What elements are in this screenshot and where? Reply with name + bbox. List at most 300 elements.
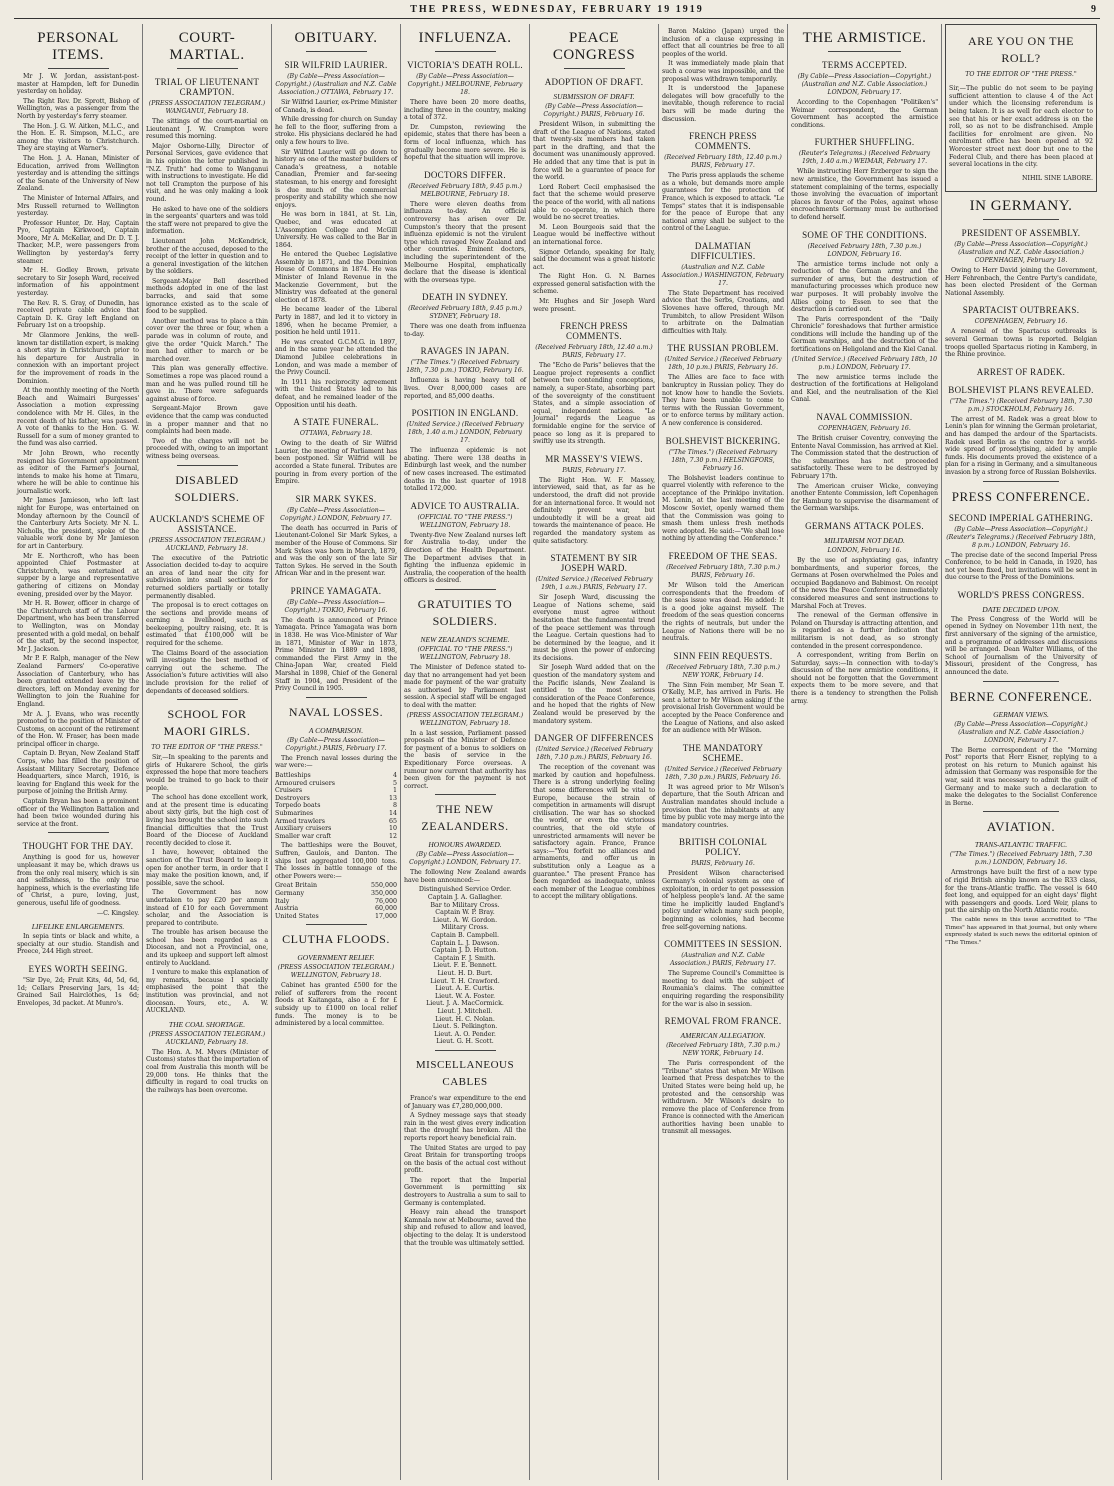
- ad-munros-text: "Sir Dye, 2d; Fruit Kits, 4d, 5d, 6d, 1d; Cellars Preserving Jars, 1s 4d; Grained Sail Hairclothes, 1s 6d; Envelopes, 3d packet. At Munro's.: [17, 976, 139, 1007]
- table-row: [275, 772, 397, 780]
- subheading-terms-accepted: TERMS ACCEPTED.: [821, 60, 907, 70]
- byline: (Received February 18th, 12.40 p.m.) PARIS, February 17.: [664, 154, 782, 170]
- conditions-text: The armistice terms include not only a reduction of the German army and the surrender of arms, but the destruction of manufacturing processes which produce new war purposes. It will probably involve the Allies going to Essen to see that the destruction is carried out.: [791, 260, 938, 314]
- byline: (Reuter's Telegrams.) (Received February 19th, 1.40 a.m.) WEIMAR, February 17.: [798, 150, 931, 166]
- subheading-american-allegation: AMERICAN ALLEGATION.: [680, 1031, 766, 1041]
- heading-personal-items: PERSONAL ITEMS.: [37, 30, 119, 63]
- paragraph: This plan was generally effective. Sometimes a rope was placed round a man and he was pulled round till he gave in. There were safeguards against abuse of force.: [146, 365, 268, 403]
- footnote: The cable news in this issue accredited to "The Times" has appeared in that journal, but only where expressly stated is such news the editorial opinion of "The Times.": [945, 916, 1097, 946]
- paragraph: Sir Wilfrid Laurier, ex-Prime Minister of Canada, is dead.: [275, 99, 397, 114]
- divider: [177, 699, 238, 700]
- paragraph: He entered the Quebec Legislative Assembly in 1871, and the Dominion House of Commons in 1874. He was Minister of Inland Revenue in the Mackenzie Government, but the Ministry was defeated at the general election of 1878.: [275, 251, 397, 304]
- bolshevist-plans-text: The arrest of M. Radek was a great blow to Lenin's plan for winning the German proletariat, and has damped the ardour of the Spartacists. Radek used Berlin as the centre for a world-wide spread of proselytising, aided by ample funds. His documents proved the existence of a plan for a rising in Germany, and a simultaneous invasion by a strong force of Russian Bolsheviks.: [945, 415, 1097, 476]
- byline: (Received February 18th, 12.40 a.m.) PARIS, February 17.: [535, 344, 653, 360]
- paragraph: Mr John Brown, who recently resigned his Government appointment as editor of the Farmer's Journal, intends to make his home at Timaru, where he will be able to continue his journalistic work.: [17, 449, 139, 495]
- byline: (By Cable—Press Association—Copyright.) PARIS, February 17.: [285, 736, 387, 752]
- paragraph: The Government has now undertaken to pay £20 per annum instead of £10 for each Government scholar, and the Association is prepared to contribute.: [146, 889, 268, 927]
- column-germany: [942, 24, 1100, 1480]
- heading-germans-attack-poles: GERMANS ATTACK POLES.: [805, 520, 924, 531]
- byline: ("The Times.") (Received February 18th, 7.30 p.m.) HELSINGFORS, February 16.: [668, 448, 778, 472]
- honour-entry: Lieut. A. O. Pender.: [434, 1030, 496, 1038]
- heading-disabled-soldiers: DISABLED SOLDIERS.: [174, 472, 240, 504]
- clutha-text: Cabinet has granted £500 for the relief of sufferers from the recent floods at Kaitangata, also a £ for £ subsidy up to £1000 on local relief funds. The money is to be administered by a local committee.: [275, 982, 397, 1028]
- honour-entry: Lieut. S. Pelkington.: [432, 1023, 498, 1031]
- paragraph: Signor Orlando, speaking for Italy, said the document was a great historic act.: [533, 248, 655, 271]
- heading-dalmatian: DALMATIAN DIFFICULTIES.: [690, 240, 756, 261]
- masthead: [14, 4, 1100, 19]
- subheading-auckland-scheme: AUCKLAND'S SCHEME OF ASSISTANCE.: [149, 513, 265, 534]
- row-label: United States: [275, 912, 319, 920]
- column-influenza: [401, 24, 530, 1480]
- honour-entry: Lieut. W. A. Foster.: [434, 992, 496, 1000]
- byline: (OFFICIAL TO "THE PRESS.") WELLINGTON, February 18.: [417, 513, 513, 529]
- heading-are-you-on-the-roll: ARE YOU ON THE ROLL?: [968, 34, 1074, 65]
- heading-french-press-2: FRENCH PRESS COMMENTS.: [689, 131, 757, 152]
- divider: [983, 219, 1059, 220]
- paragraph: Mr J. W. Jordan, assistant-post-master at Hampden, left for Dunedin yesterday on holiday.: [17, 73, 139, 96]
- french-text: The "Echo de Paris" believes that the League project represents a conflict between two contending conceptions, namely, a super-State, absorbing part of the sovereignty of the constituent States, and a simple association of equal, independent nations. "Le Journal" regards the League as formidable engine for the service of peace so long as it is prepared to swiftly use its strength.: [533, 362, 655, 446]
- column-court-martial: [143, 24, 272, 1480]
- paragraph: The Rev. R. S. Gray, of Dunedin, has received private cable advice that Captain D. K. Gray left England on February 1st on a troopship.: [17, 299, 139, 330]
- heading-school-maori-girls: SCHOOL FOR MAORI GIRLS.: [163, 707, 251, 739]
- heading-new-zealanders: THE NEW ZEALANDERS.: [421, 802, 509, 834]
- row-label: Armoured cruisers: [275, 779, 335, 787]
- naval-intro: The French naval losses during the war were:—: [275, 754, 397, 770]
- row-value: 10: [388, 825, 397, 833]
- subheading-date-decided: DATE DECIDED UPON.: [982, 604, 1060, 614]
- row-label: Austria: [275, 905, 299, 913]
- paragraph: The Minister of Internal Affairs, and Mrs Russell returned to Wellington yesterday.: [17, 194, 139, 218]
- row-value: 65: [388, 817, 397, 825]
- roll-signature: NIHIL SINE LABORE.: [1021, 175, 1093, 183]
- divider: [435, 51, 496, 52]
- byline: (By Cable—Press Association—Copyright.) TOKIO, February 16.: [284, 598, 388, 614]
- byline: (By Cable—Press Association—Copyright.) (Australian and N.Z. Cable Association.) COPENHAGEN, February 18.: [954, 241, 1088, 265]
- paragraph: A Sydney message says that steady rain in the west gives every indication that the drought has broken. All the reports report heavy beneficial rain.: [404, 1112, 526, 1142]
- byline: (OFFICIAL TO "THE PRESS.") WELLINGTON, February 18.: [417, 645, 513, 661]
- column-peace-continued: [659, 24, 788, 1480]
- column-armistice: [788, 24, 942, 1480]
- berne-text: The Berne correspondent of the "Morning Post" reports that Herr Eisner, replying to a protest on his return to Munich against his admission that Germany was responsible for the war, said it was necessary to admit the guilt of Germany and to make such a declaration to make the delegates to the Socialist Conference in Berne.: [945, 746, 1097, 807]
- naval-mid: The battleships were the Bouvet, Suffren, Gaulois, and Danton. The ships lost aggregated 100,000 tons. The losses in battle tonnage of the other Powers were:—: [275, 842, 397, 880]
- paragraph: Sergeant-Major Bell described methods adopted in one of the last barracks, and said that some ignorance existed as to the scale of food to be supplied.: [146, 277, 268, 316]
- row-label: Battleships: [275, 772, 311, 779]
- honour-entry: Lieut. A. W. Gordon.: [432, 916, 498, 924]
- byline: (PRESS ASSOCIATION TELEGRAM.) WELLINGTON, February 18.: [406, 711, 524, 727]
- heading-russian-problem: THE RUSSIAN PROBLEM.: [667, 343, 779, 354]
- honour-entry: Lieut. T. H. Crawford.: [430, 977, 500, 985]
- thought-text: Anything is good for us, however unpleasant it may be, which draws us from the only real misery, which is sin and selfishness, to the only true happiness, which is the everlasting life of Christ, a pure, loving, just, generous, useful life of goodness.: [17, 854, 139, 907]
- heading-gratuities: GRATUITIES TO SOLDIERS.: [417, 596, 513, 628]
- paragraph: Two of the charges will not be proceeded with, owing to an important witness being overseas.: [146, 437, 268, 460]
- sinn-text: The Sinn Fein member, Mr Sean T. O'Kelly, M.P., has arrived in Paris. He sent a letter to Mr Wilson asking if the provisional Irish Government would be accepted by the Peace Conference and the League of Nations, and also asked for an audience with Mr Wilson.: [662, 681, 784, 735]
- byline: (Received February 18th, 9.45 p.m.) SYDNEY, February 18.: [408, 305, 522, 321]
- table-row: [275, 913, 397, 921]
- divider: [306, 924, 367, 925]
- honour-entry: Lieut. J. Mitchell.: [437, 1007, 493, 1015]
- russian-text: The Allies are face to face with bankruptcy in Russian policy. They do not know how to handle the Soviets. They have been unable to come to terms with the Russian Government, or to enforce terms by military action. A new conference is considered.: [662, 374, 784, 427]
- subheading-submission: SUBMISSION OF DRAFT.: [553, 92, 635, 101]
- naval-losses-table: [275, 772, 397, 840]
- paragraph: It was immediately made plain that such a course was impossible, and the proposal was withdrawn temporarily.: [662, 60, 784, 83]
- to-the-editor: TO THE EDITOR OF "THE PRESS.": [151, 744, 263, 752]
- paragraph: Mr P. F. Ralph, manager of the New Zealand Farmers' Co-operative Association of Canterbury, who has been granted extended leave by the directors, left on Monday evening for Wellington to join the Ruahine for England.: [17, 655, 139, 708]
- row-value: 350,000: [370, 889, 397, 897]
- heading-thought-for-the-day: THOUGHT FOR THE DAY.: [22, 841, 134, 852]
- byline: ("The Times.") (Received February 18th, 7.30 p.m.) LONDON, February 16.: [949, 851, 1093, 867]
- paragraph: The sittings of the court-martial on Lieutenant J. W. Crampton were resumed this morning.: [146, 118, 268, 141]
- personal-items-body: [17, 73, 139, 828]
- paragraph: The school has done excellent work, and at the present time is educating about sixty girls, but the high cost of living has brought the school into such financial difficulties that the Trust Board of the Diocese of Auckland recently decided to close it.: [146, 794, 268, 847]
- conditions-text-3: The new armistice terms include the destruction of the fortifications at Heligoland and Kiel, and the neutralisation of the Kiel Canal.: [791, 373, 938, 404]
- byline: (United Service.) (Received February 18th, 7.30 p.m.) PARIS, February 16.: [664, 765, 782, 781]
- honour-entry: Lieut. F. E. Bennett.: [433, 962, 497, 970]
- table-row: [275, 833, 397, 841]
- honour-entry: Captain J. D. Hutton.: [431, 947, 499, 955]
- paragraph: President Wilson, in submitting the draft of the League of Nations, stated that twenty-six members had taken part in the drafting, and that the document was unanimously approved. He added that any time that is put in force will be a guarantee of peace for the world.: [533, 121, 655, 182]
- dalmatian-text: The State Department has received advice that the Serbs, Croatians, and Slovenes have offered, through Mr. Trumbitch, to allow President Wilson to arbitrate on the Dalmatian difficulties with Italy.: [662, 289, 784, 335]
- paragraph: At the monthly meeting of the North Beach and Waimairi Burgesses' Association a motion expressing condolence with Mr H. Giles, in the recent death of his father, was passed. A vote of thanks to the Hon. G. W. Russell for a sum of money granted to the fund was also carried.: [17, 387, 139, 448]
- byline: COPENHAGEN, February 16.: [818, 425, 911, 433]
- obituary-body: [275, 99, 397, 409]
- byline: PARIS, February 16.: [691, 860, 755, 868]
- subheading-german-views: GERMAN VIEWS.: [993, 709, 1049, 719]
- divider: [48, 832, 109, 833]
- byline: (By Cable—Press Association—Copyright.) PARIS, February 16.: [543, 103, 645, 118]
- byline: (By Cable—Press Association—Copyright.) MELBOURNE, February 18.: [407, 73, 523, 96]
- heading-doctors-differ: DOCTORS DIFFER.: [424, 169, 506, 180]
- byline: ("The Times.") (Received February 18th, 7.30 p.m.) TOKIO, February 16.: [406, 359, 524, 375]
- paragraph: I venture to make this explanation of my remarks, because I specially emphasised the point that the institution was provincial, and not diocesan. Yours, etc., A. W. AUCKLAND.: [146, 969, 268, 1015]
- column-peace-congress: [530, 24, 659, 1480]
- heading-mandatory-scheme: THE MANDATORY SCHEME.: [682, 742, 764, 763]
- page-number: 9: [1091, 4, 1096, 15]
- byline: (PRESS ASSOCIATION TELEGRAM.) AUCKLAND, February 18.: [148, 1030, 266, 1046]
- to-the-editor: TO THE EDITOR OF "THE PRESS.": [965, 71, 1077, 78]
- table-row: [275, 825, 397, 833]
- paragraph: Mr Glanmore Jenkins, the well-known tar distillation expert, is making a short stay in Christchurch prior to his departure for Australia in connexion with an important project for the improvement of roads in the Dominion.: [17, 332, 139, 385]
- divider: [828, 51, 902, 52]
- heading-committees: COMMITTEES IN SESSION.: [664, 939, 782, 950]
- heading-clutha-floods: CLUTHA FLOODS.: [282, 932, 390, 947]
- heading-obituary: OBITUARY.: [294, 30, 378, 46]
- poles-text: By the use of asphyxiating gas, infantry bombardments, and superior forces, the Germans at Posen overwhelmed the Poles and occupied Bagdanovo and Babimost. On receipt of the news the Peace Conference immediately considered measures and sent instructions to Marshal Foch at Treves.: [791, 556, 938, 610]
- mandatory-text: It was agreed prior to Mr Wilson's departure, that the South African and Australian mandates should include a provision that the inhabitants at any time by public vote may merge into the mandatory countries.: [662, 783, 784, 829]
- paragraph: Sir,—In speaking to the parents and girls of Hukarere School, the girls expressed the hope that more teachers would be trained to go back to their people.: [146, 754, 268, 792]
- column-obituary: [272, 24, 401, 1480]
- armistice-intro: According to the Copenhagen "Politiken's" Weimar correspondent, the German Government has accepted the armistice conditions.: [791, 99, 938, 129]
- spartacist-text: A renewal of the Spartacus outbreaks is several German towns is reported. Belgian troops quelled Spartacus rioting in Kamberg, in the Rhine province.: [945, 328, 1097, 359]
- byline: (PRESS ASSOCIATION TELEGRAM.) AUCKLAND, February 18.: [148, 536, 266, 552]
- divider: [564, 68, 625, 69]
- heading-danger-of-differences: DANGER OF DIFFERENCES: [534, 733, 654, 744]
- paragraph: Professor Hunter, Dr. Hay, Captain Pyo, Captain Kirkwood, Captain Moore, Mr A. McKellar, and Dr. D. T. J. Thacker, M.P., were passengers from Wellington by yesterday's ferry steamer.: [17, 219, 139, 265]
- heading-bolshevist-plans: BOLSHEVIST PLANS REVEALED.: [948, 384, 1094, 395]
- heading-bolshevist-bickering: BOLSHEVIST BICKERING.: [665, 435, 781, 446]
- heading-advice-to-australia: ADVICE TO AUSTRALIA.: [410, 500, 520, 511]
- conference-text: The precise date of the second Imperial Press Conference, to be held in Canada, in 1920, has not yet been fixed, but invitations will be sent in due course to the Press of the Dominions.: [945, 551, 1097, 582]
- table-row: [275, 780, 397, 788]
- school-body: [146, 754, 268, 1015]
- heading-ravages-in-japan: RAVAGES IN JAPAN.: [420, 346, 510, 357]
- peace-continued-body: [662, 28, 784, 123]
- byline: (By Cable—Press Association—Copyright.) (Reuter's Telegrams.) (Received February 18th, 8 p.m.) LONDON, February 16.: [946, 525, 1096, 549]
- row-value: 60,000: [374, 905, 397, 913]
- paragraph: Baron Makino (Japan) urged the inclusion of a clause expressing in effect that all countries be free to all peoples of the world.: [662, 28, 784, 58]
- masthead-title: THE PRESS, WEDNESDAY, FEBRUARY 19 1919: [410, 4, 704, 15]
- row-value: 17,000: [374, 912, 397, 920]
- byline: (Received February 18th, 7.30 p.m.) NEW YORK, February 14.: [666, 663, 780, 679]
- paragraph: The executive of the Patriotic Association decided to-day to acquire an area of land near the city for subdivision into small sections for returned soldiers partially or totally permanently disabled.: [146, 554, 268, 600]
- heading-arrest-of-radek: ARREST OF RADEK.: [976, 366, 1066, 377]
- paragraph: Heavy rain ahead the transport Kamnala now at Melbourne, saved the ship and refused to allow and leaved, objecting to the delay. It is understood that the trouble was ultimately settled.: [404, 1209, 526, 1247]
- peace-body: [533, 121, 655, 313]
- byline: (PRESS ASSOCIATION TELEGRAM.) WANGANUI, February 18.: [148, 100, 266, 115]
- honour-entry: Captain L. J. Dawson.: [430, 939, 500, 947]
- byline: (United Service.) (Received February 18th, 10 p.m.) PARIS, February 16.: [664, 356, 782, 372]
- heading-influenza: INFLUENZA.: [418, 30, 512, 46]
- world-text: The Press Congress of the World will be opened in Sydney on November 11th next, the first anniversary of the signing of the armistice, and a programme of addresses and discussions will be arranged. Dean Walter Williams, of the School of Journalism of the University of Missouri, president of the Congress, has announced the date.: [945, 615, 1097, 677]
- table-row: [275, 898, 397, 906]
- byline: (United Service.) (Received February 18th, 1.40 a.m.) LONDON, February 17.: [406, 421, 524, 445]
- subheading-comparison: A COMPARISON.: [308, 725, 364, 735]
- advice-text: Twenty-five New Zealand nurses left for Australia to-day, under the direction of the Health Department. The Department advises that in fighting the influenza epidemic in Australia, the cooperation of the health officers is desired.: [404, 531, 526, 585]
- honour-entry: Lieut. J. A. MacCormick.: [426, 1000, 504, 1008]
- heading-spartacist-outbreaks: SPARTACIST OUTBREAKS.: [962, 305, 1080, 316]
- row-label: Armed trawlers: [275, 817, 325, 825]
- heading-eyes-worth-seeing: EYES WORTH SEEING.: [28, 963, 128, 974]
- paragraph: The proposal is to erect cottages on the sections and provide means of earning a livelihood, such as beekeeping, poultry raising, etc. It is estimated that £100,000 will be required for the scheme.: [146, 602, 268, 648]
- heading-world-press-congress: WORLD'S PRESS CONGRESS.: [957, 589, 1085, 600]
- state-funeral-text: Owing to the death of Sir Wilfrid Laurier, the meeting of Parliament has been postponed. Sir Wilfrid will be accorded a State funeral. Tributes are pouring in from every portion of the Empire.: [275, 440, 397, 486]
- influenza-body: [404, 99, 526, 162]
- danger-text: The reception of the covenant was marked by caution and hopefulness. There is a strong underlying feeling that some differences will be vital to Europe, because the strain of competition in armaments will disrupt civilisation. The war has so shocked the world, or even the victorious countries, that the old style of unrestricted armaments will never be satisfactory again. France, France says:—"You forfeit no alliances and armaments, and offer us in substitution only a League as a guarantee." The present France has been regarded as inadequate, unless each member of the League combines to accept the military obligations.: [533, 764, 655, 901]
- byline: (PRESS ASSOCIATION TELEGRAM.) WELLINGTON, February 18.: [277, 964, 395, 980]
- row-label: Destroyers: [275, 794, 310, 802]
- heading-french-press: FRENCH PRESS COMMENTS.: [560, 321, 628, 342]
- gratuities-text-2: In a last session, Parliament passed proposals of the Minister of Defence for payment of a bonus to soldiers on the basis of service in the Expeditionary Force overseas. A rumour now current that authority has been given for the payment is not correct.: [404, 729, 526, 790]
- paragraph: Another method was to place a thin cover over the three or four, when a parade was in column of route, and give the order "Quick March." The men had either to march or be marched over.: [146, 317, 268, 363]
- heading-sir-mark-sykes: SIR MARK SYKES.: [295, 493, 377, 504]
- divider: [435, 794, 496, 795]
- byline: ("The Times.") (Received February 18th, 7.30 p.m.) STOCKHOLM, February 16.: [949, 397, 1093, 413]
- french2-text: The Paris press applauds the scheme as a whole, but demands more ample guarantees for the protection of France, which is exposed to attack. "Le Temps" states that it is indispensable for the peace of Europe that any national army shall be subject to the control of the League.: [662, 172, 784, 233]
- paragraph: The Right Hon. G. N. Barnes expressed general satisfaction with the scheme.: [533, 273, 655, 296]
- paragraph: Sergeant-Major Brown gave evidence that the camp was conducted in a proper manner and that no complaints had been made.: [146, 405, 268, 436]
- subheading-militarism: MILITARISM NOT DEAD.: [824, 535, 905, 545]
- honour-entry: Lieut. H. D. Burt.: [437, 970, 493, 977]
- heading-press-conference: PRESS CONFERENCE.: [951, 488, 1091, 504]
- paragraph: France's war expenditure to the end of January was £7,280,000,000.: [404, 1094, 526, 1110]
- doctors-text: There were eleven deaths from influenza to-day. An official controversy has arisen over Dr. Cumpston's theory that the present influenza epidemic is not the virulent type which ravaged New Zealand and other countries. Eminent doctors, including the superintendent of the Melbourne Hospital, emphatically declare that the disease is identical with the overseas type.: [404, 200, 526, 284]
- byline: (Australian and N.Z. Cable Association.) WASHINGTON, February 17.: [662, 263, 784, 287]
- coal-text: The Hon. A. M. Myers (Minister of Customs) states that the importation of coal from Australia this month will be 29,000 tons. He thinks that the difficulty in regard to coal trucks on the railways has been overcome.: [146, 1048, 268, 1094]
- row-value: 12: [388, 832, 397, 840]
- row-label: Auxiliary cruisers: [275, 825, 332, 833]
- paragraph: Captain Bryan has been a prominent officer of the Wellington Battalion and had been twice wounded during his service at the front.: [17, 798, 139, 828]
- japan-text: Influenza is having heavy toll of lives. Over 8,000,000 cases are reported, and 85,000 deaths.: [404, 377, 526, 400]
- paragraph: The Right Rev. Dr. Sprott, Bishop of Wellington, was a passenger from the North by yesterday's ferry steamer.: [17, 97, 139, 120]
- table-row: [275, 787, 397, 795]
- divider: [435, 1050, 496, 1051]
- paragraph: M. Leon Bourgeois said that the League would be ineffective without an international force.: [533, 223, 655, 246]
- paragraph: Mr James Jamieson, who left last night for Europe, was entertained on Monday afternoon by the Council of the Canterbury Arts Society. Mr N. L. Nicholls, the president, spoke of the valuable work done by Mr Jamieson for art in Canterbury.: [17, 497, 139, 551]
- table-row: [275, 882, 397, 890]
- table-row: [275, 795, 397, 803]
- paragraph: Sir Wilfrid Laurier will go down to history as one of the master builders of Canada's greatness, a notable Canadian, Premier and far-seeing statesman, to his energy and foresight is due much of the commercial prosperity and stability which she now enjoys.: [275, 148, 397, 209]
- byline: COPENHAGEN, February 16.: [974, 318, 1068, 326]
- honour-entry: Lieut. G. H. Scott.: [436, 1038, 494, 1046]
- bolshevist-text: The Bolshevist leaders continue to quarrel violently with reference to the acceptance of the Prinkipo invitation. M. Lenin, at the last meeting of the Moscow Soviet, openly warned them that the Commission was going to smash them unless fresh methods were adopted. He said:—"We shall lose nothing by attending the Conference.": [662, 474, 784, 543]
- honour-entry: Captain J. A. Gallagher.: [427, 894, 503, 902]
- row-label: Torpedo boats: [275, 802, 321, 810]
- row-label: Great Britain: [275, 882, 318, 890]
- byline: (By Cable—Press Association—Copyright.) (Australian and N.Z. Cable Association.) LONDON, February 17.: [797, 73, 932, 96]
- honour-entry: Bar to Military Cross.: [430, 901, 500, 909]
- byline: (Received February 18th, 7.30 p.m.) NEW YORK, February 14.: [666, 1042, 780, 1058]
- byline: (By Cable—Press Association—Copyright.) (Australian and N.Z. Cable Association.) LONDON, February 17.: [954, 720, 1088, 744]
- paragraph: Mr. Hughes and Sir Joseph Ward were present.: [533, 298, 655, 313]
- divider: [306, 697, 367, 698]
- heading-sinn-fein: SINN FEIN REQUESTS.: [673, 650, 773, 661]
- subheading-president-assembly: PRESIDENT OF ASSEMBLY.: [961, 228, 1081, 239]
- row-label: Italy: [275, 897, 290, 905]
- row-value: 8: [392, 802, 397, 810]
- honour-entry: Captain B. Campbell.: [431, 932, 499, 940]
- byline: (By Cable—Press Association—Copyright.) LONDON, February 17.: [280, 506, 392, 522]
- ward-text: Sir Joseph Ward, discussing the League of Nations scheme, said everyone must agree without hesitation that the fundamental trend of the peace settlement was through the League. Certain questions had to be determined by the league, and it must be given the power of enforcing its decisions.: [533, 594, 655, 662]
- heading-further-shuffling: FURTHER SHUFFLING.: [814, 137, 915, 148]
- byline: (United Service.) (Received February 19th, 1 a.m.) PARIS, February 17.: [535, 576, 653, 592]
- heading-naval-commission: NAVAL COMMISSION.: [816, 412, 913, 423]
- paragraph: The report that the Imperial Government is permitting six destroyers to Australia a sum to sail to Germany is contemplated.: [404, 1176, 526, 1207]
- byline: LONDON, February 16.: [827, 546, 902, 554]
- row-label: Germany: [275, 889, 305, 897]
- subheading-nz-scheme: NEW ZEALAND'S SCHEME.: [420, 634, 510, 644]
- subheading-transatlantic: TRANS-ATLANTIC TRAFFIC.: [974, 840, 1068, 850]
- paragraph: Mr H. R. Bower, officer in charge of the Christchurch staff of the Labour Department, who has been transferred to Wellington, was on Monday presented with a gold medal, on behalf of the staff, by the second inspector, Mr J. Jackson.: [17, 600, 139, 653]
- subheading-victoria-death-roll: VICTORIA'S DEATH ROLL.: [407, 60, 523, 70]
- row-value: 550,000: [370, 882, 397, 890]
- roll-letter-text: Sir,—The public do not seem to be paying sufficient attention to clause 4 of the Act under which the licensing referendum is being taken. It is as well for each elector to see that his or her exact address is on the roll, so as not to be disfranchised. Ample facilities for enrolment are given. No enrolment office has been opened at 92 Worcester street next door but one to the Federal Club, and there has been placed at several locations in the city.: [949, 85, 1093, 169]
- heading-prince-yamagata: PRINCE YAMAGATA.: [290, 585, 382, 596]
- row-value: 13: [388, 794, 397, 802]
- ward-text-2: Sir Joseph Ward added that on the question of the mandatory system and the Pacific islands, New Zealand is entitled to the most serious consideration of the Peace Conference, and he hoped that the rights of New Zealand would be preserved by the mandatory system.: [533, 664, 655, 725]
- removal-text: The Paris correspondent of the "Tribune" states that when Mr Wilson learned that Press despatches to the United States were being held up, he protested and the censorship was withdrawn. Mr Wilson's desire to remove the place of Conference from France is connected with the American authorities having been unable to transmit all messages.: [662, 1060, 784, 1136]
- honour-entry: Distinguished Service Order.: [418, 886, 512, 894]
- row-value: 14: [388, 809, 397, 817]
- table-row: [275, 890, 397, 898]
- paragraph: The Hon. J. A. Hanan, Minister of Education, arrived from Wellington yesterday and is attending the sittings of the Senate of the University of New Zealand.: [17, 154, 139, 193]
- paragraph: Mr H. Godley Brown, private secretary to Sir Joseph Ward, received information of his appointment yesterday.: [17, 267, 139, 298]
- paragraph: In 1911 his reciprocity agreement with the United States led to his defeat, and he remained leader of the Opposition until his death.: [275, 378, 397, 409]
- paragraph: Lieutenant John McKendrick, brother of the accused, deposed to the receipt of the letter in question and to a general investigation of the kitchen by the soldiers.: [146, 237, 268, 276]
- paragraph: Captain D. Bryan, New Zealand Staff Corps, who has filled the position of Assistant Military Secretary, Defence Headquarters, since March, 1916, is leaving for England this week for the purpose of joining the British Army.: [17, 750, 139, 796]
- paragraph: He was born in 1841, at St. Lin, Quebec, and was educated at L'Assomption College and McGill University. He was called to the Bar in 1864.: [275, 211, 397, 249]
- column-personal-items: [14, 24, 143, 1480]
- paragraph: The United States are urged to pay Great Britain for transporting troops on the basis of the actual cost without profit.: [404, 1144, 526, 1175]
- paragraph: I have, however, obtained the sanction of the Trust Board to keep it open for another term, in order that I may make the position known, and, if possible, save the school.: [146, 849, 268, 887]
- divider: [435, 589, 496, 590]
- paragraph: Dr. Cumpston, reviewing the epidemic, states that there has been a form of local influenza, which has gradually become more severe. He is hopeful that the situation will improve.: [404, 123, 526, 162]
- yamagata-text: The death is announced of Prince Yamagata. Prince Yamagata was born in 1838. He was Vice-Minister of War in 1871, Minister of War in 1873, Prime Minister in 1889 and 1898, commanded the First Army in the China-Japan War, created Field Marshal in 1898, Chief of the General Staff in 1904, and President of the Privy Council in 1905.: [275, 616, 397, 693]
- heading-berne-conference: BERNE CONFERENCE.: [949, 688, 1093, 704]
- heading-mr-massey: MR MASSEY'S VIEWS.: [545, 453, 643, 464]
- paragraph: The Hon. J. G. W. Aitken, M.L.C., and the Hon. E. R. Simpson, M.L.C., are among the visitors to Christchurch. They are staying at Warner's.: [17, 122, 139, 153]
- naval-commission-text-2: The American cruiser Wicke, conveying another Entente Commission, left Copenhagen for Hamburg to supervise the disarmament of the German warships.: [791, 482, 938, 513]
- honour-entry: Lieut. A. E. Curtis.: [435, 985, 495, 993]
- honour-entry: Captain W. P. Bray.: [435, 909, 495, 917]
- paragraph: While dressing for church on Sunday he fell to the floor, suffering from a stroke. His physicians declared he had only a few hours to live.: [275, 116, 397, 146]
- divider: [177, 68, 238, 69]
- england-text: The influenza epidemic is not abating. There were 138 deaths in Edinburgh last week, and the number of new cases increased. The estimated deaths in the last quarter of 1918 totalled 172,000.: [404, 447, 526, 493]
- divider: [306, 51, 367, 52]
- subheading-second-imperial: SECOND IMPERIAL GATHERING.: [948, 512, 1094, 523]
- row-label: Smaller war craft: [275, 832, 332, 840]
- poles-text-2: The renewal of the German offensive in Poland on Thursday is attracting attention, and is regarded as a further indication that militarism is not dead, as so strongly contended in the present correspondence.: [791, 612, 938, 650]
- subheading-honours: HONOURS AWARDED.: [428, 840, 502, 850]
- disabled-soldiers-body: [146, 555, 268, 696]
- table-row: [275, 818, 397, 826]
- heading-lifelike-enlargements: LIFELIKE ENLARGEMENTS.: [31, 922, 125, 932]
- committees-text: The Supreme Council's Committee is meeting to deal with the subject of Roumania's claims. The committee enquiring regarding the responsibility for the war is also in session.: [662, 970, 784, 1008]
- byline: OTTAWA, February 18.: [299, 430, 373, 438]
- massey-text: The Right Hon. W. F. Massey, interviewed, said that, as far as he understood, the draft did not provide for an international force. It would not definitely prevent war, but undoubtedly it will be a great aid towards the maintenance of peace. He regarded the mandatory system as quite satisfactory.: [533, 476, 655, 545]
- paragraph: He was created G.C.M.G. in 1897, and in the same year he attended the Diamond Jubilee celebrations in London, and was made a member of the Privy Council.: [275, 338, 397, 377]
- divider: [983, 681, 1059, 682]
- roll-letter-box: [945, 24, 1097, 192]
- thought-author: —C. Kingsley.: [96, 909, 139, 917]
- heading-armistice: THE ARMISTICE.: [802, 30, 927, 46]
- poles-text-3: A correspondent, writing from Berlin on Saturday, says:—In connection with to-day's discussion of the new armistice conditions, it should not be forgotten that the Government expects them to be more severe, and that there is a tendency to strengthen the Polish army.: [791, 652, 938, 705]
- heading-naval-losses: NAVAL LOSSES.: [288, 704, 384, 719]
- row-value: 1: [392, 787, 397, 795]
- heading-in-germany: IN GERMANY.: [969, 198, 1073, 215]
- paragraph: He became leader of the Liberal Party in 1887, and led it to victory in 1896, when he became Premier, a position he held until 1911.: [275, 306, 397, 337]
- byline: (By Cable—Press Association—Copyright.) (Australian and N.Z. Cable Association.) OTTAWA, February 17.: [275, 73, 397, 96]
- heading-coal-shortage: THE COAL SHORTAGE.: [168, 1019, 246, 1029]
- heading-aviation: AVIATION.: [986, 819, 1056, 835]
- divider: [48, 68, 109, 69]
- germany-text: Owing to Herr David joining the Government, Herr Fehrenbach, the Centre Party's candidate, has been elected President of the German National Assembly.: [945, 267, 1097, 297]
- seas-text: Mr Wilson told the American correspondents that the freedom of the seas issue was dead. He added: It is a good joke against myself. The freedom of the seas question concerns the rights of neutrals, but under the League of Nations there will be no neutrals.: [662, 581, 784, 643]
- byline: (Australian and N.Z. Cable Association.) PARIS, February 17.: [670, 952, 776, 968]
- table-row: [275, 810, 397, 818]
- subheading-crampton: TRIAL OF LIEUTENANT CRAMPTON.: [154, 77, 260, 97]
- honours-list: [404, 886, 526, 1045]
- sykes-text: The death has occurred in Paris of Lieutenant-Colonel Sir Mark Sykes, a member of the House of Commons. Sir Mark Sykes was born in March, 1879, and was the only son of the late Sir Tatton Sykes. He served in the South African War and in the present war.: [275, 524, 397, 578]
- byline: (United Service.) (Received February 18th, 10 p.m.) LONDON, February 17.: [791, 355, 938, 371]
- heading-court-martial: COURT-MARTIAL.: [169, 30, 245, 63]
- heading-peace-congress: PEACE CONGRESS: [552, 30, 636, 63]
- honour-entry: Lieut. H. C. Nolan.: [435, 1015, 495, 1023]
- honours-intro: The following New Zealand awards have been announced:—: [404, 869, 526, 884]
- heading-position-in-england: POSITION IN ENGLAND.: [411, 408, 519, 419]
- subheading-government-relief: GOVERNMENT RELIEF.: [297, 953, 375, 963]
- naval-commission-text: The British cruiser Coventry, conveying the Entente Naval Commission, has arrived at Kiel. The Commission stated that the destruction of the submarines has not proceeded satisfactorily. These were to be destroyed by February 17th.: [791, 435, 938, 480]
- row-value: 5: [392, 779, 397, 787]
- heading-death-in-sydney: DEATH IN SYDNEY.: [422, 292, 508, 303]
- paragraph: He asked to have one of the soldiers in the sergeants' quarters and was told the staff were not prepared to give the information.: [146, 205, 268, 236]
- row-label: Cruisers: [275, 787, 303, 795]
- heading-colonial-policy: BRITISH COLONIAL POLICY.: [678, 837, 768, 858]
- gratuities-text: The Minister of Defence stated to-day that no arrangement had yet been made for payment of the war gratuity as authorised by Parliament last session. A special staff will be engaged to deal with the matter.: [404, 663, 526, 709]
- honour-entry: Captain F. J. Smith.: [434, 954, 496, 962]
- table-row: [275, 905, 397, 913]
- paragraph: There have been 20 more deaths, including three in the country, making a total of 372.: [404, 99, 526, 122]
- row-value: 76,000: [374, 897, 397, 905]
- divider: [983, 811, 1059, 812]
